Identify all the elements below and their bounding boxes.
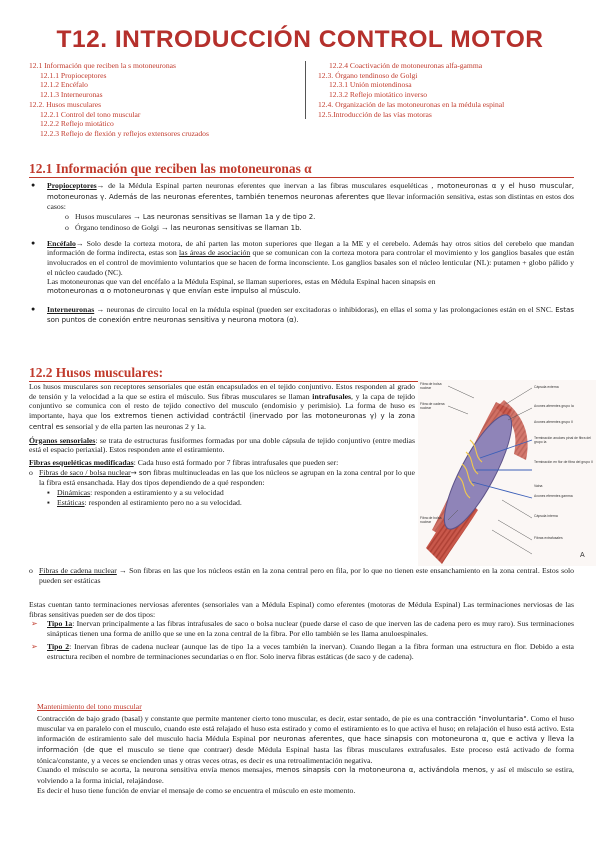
toc-item[interactable]: 12.3. Órgano tendinoso de Golgi — [318, 70, 418, 80]
figure-label: Axones aferentes grupo II — [534, 420, 573, 424]
bullet-encefalo: ● Encéfalo→ Solo desde la corteza motora, de ahí parten las moton superiores que llegan a la ME y el cerebelo. Además hay otros sitios del cerebelo que mandan información de forma indirecta, estas son las áreas de asociación que se comunican con la corteza motora para controlar el movimiento y los ganglios basales que están involucrados en el control de movimiento voluntarios que se hacen de forma inconsciente. Los ganglios basales son el núcleo lenticular (NL): putamen + globo pálido y el núcleo caudado (NC). Las motoneuronas que van del encéfalo a la Médula Espinal, se llaman superiores, estas en Médula Espinal hacen sinapsis en motoneuronas α o motoneuronas γ que envían este impulso al músculo. — [29, 239, 574, 297]
section-heading-12-2: 12.2 Husos musculares: — [29, 365, 574, 382]
toc-item[interactable]: 12.2.4 Coactivación de motoneuronas alfa-gamma — [329, 61, 483, 70]
section-12-2-terminations: Estas cuentan tanto terminaciones nerviosas aferentes (sensoriales van a Médula Espinal) como eferentes (motoras de Médula Espinal) Las terminaciones nerviosas de las fibras sensitivas pueden ser de dos tipos: ➢ Tipo 1a: Inervan principalmente a las fibras intrafusales de saco o bolsa nuclear (puede darse el caso de que inerven las de cadena pero es muy raro). Sus terminaciones sinápticas tienen una forma de anillo que se une en la zona central de la fibra. Por ello también se les llama anuloespinales. ➢ Tipo 2: Inervan fibras de cadena nuclear (aunque las de tipo 1a a veces también la inervan). Cuando llegan a la fibra forman una estructura en flor. Debido a esta estructura reciben el nombre de terminaciones secundarias o en flor. Solo inerva fibras estáticas (de saco y de cadena). — [29, 600, 574, 661]
sub-item: o Husos musculares → Las neuronas sensitivas se llaman 1a y de tipo 2. — [65, 212, 574, 223]
toc-item[interactable]: 12.3.1 Unión miotendinosa — [329, 80, 412, 90]
figure-label: Vaina — [534, 484, 543, 488]
figure-label: Cápsula externa — [534, 385, 559, 389]
figure-label: Axones eferentes gamma — [534, 494, 573, 498]
section-12-1-body — [29, 181, 574, 326]
toc-item[interactable]: 12.2.3 Reflejo de flexión y reflejos extensores cruzados — [40, 128, 209, 138]
toc-item[interactable]: 12.4. Organización de las motoneuronas en la médula espinal — [318, 99, 505, 109]
figure-label: Cápsula interna — [534, 514, 558, 518]
bullet-interneuronas: ● Interneuronas → neuronas de circuito local en la médula espinal (pueden ser excitadoras o inhibidoras), en ellas el soma y las prolongaciones están en el SNC. Estas son puntos de conexión entre neuronas sensitiva y neurona motora (α). — [29, 305, 574, 326]
toc-item[interactable]: 12.2. Husos musculares — [29, 99, 102, 109]
sub-item: ▪ Estáticas: responden al estiramiento pero no a su velocidad. — [47, 498, 415, 508]
toc-item[interactable]: 12.2.1 Control del tono muscular — [40, 109, 141, 119]
toc-item[interactable]: 12.1.3 Interneuronas — [40, 90, 103, 100]
tipo-2-item: ➢ Tipo 2: Inervan fibras de cadena nuclear (aunque las de tipo 1a a veces también la inervan). Cuando llegan a la fibra forman una estructura en flor. Debido a esta estructura reciben el nombre de terminaciones secundarias o en flor. Solo inerva fibras estáticas (de saco y de cadena). — [29, 642, 574, 661]
sub-item: o Órgano tendinoso de Golgi → las neuronas sensitivas se llaman 1b. — [65, 223, 574, 234]
bullet-propioceptores: ● Propioceptores→ de la Médula Espinal parten neuronas eferentes que inervan a las fibras musculares esqueléticas , motoneuronas α y el huso muscular, motoneuronas γ. Además de las neuronas eferentes, también tenemos neuronas aferentes que llevar información sensitiva, estas son distintas en estos dos casos: o Husos musculares → Las neuronas sensitivas se llaman 1a y de tipo 2. o Órgano tendinoso de Golgi → las neuronas sensitivas se llaman 1b. — [29, 181, 574, 234]
figure-label: Fibras extrafusales — [534, 536, 563, 540]
toc-item[interactable]: 12.1.1 Propioceptores — [40, 70, 107, 80]
figure-label: Fibra de bolsa nuclear — [420, 516, 442, 524]
figure-letter: A — [580, 552, 585, 559]
muscle-spindle-figure — [418, 380, 596, 566]
figure-label: Fibra de bolsa nuclear — [420, 382, 442, 390]
section-12-2-intro: Los husos musculares son receptores sensoriales que están encapsulados en el tejido conjuntivo. Estos responden al grado de tensión y la velocidad a la que se estira el músculo. Sus fibras musculares se llaman intrafusales, y la capa de tejido conjuntivo se comunica con el resto de tejido conectivo del musculo (endomisio y perimisio). La forma de huso es importante, haya que los extremos tienen actividad contráctil (inervado por las motoneuronas γ) y la zona central es sensorial y de ella parten las neuronas 2 y 1a. Órganos sensoriales: se trata de estructuras fusiformes formadas por una doble cápsula de tejido conjuntivo (entre medias está el espacio periaxial). Estos responden ante el estiramiento. Fibras esqueléticas modificadas: Cada huso está formado por 7 fibras intrafusales que pueden ser: o Fibras de saco / bolsa nuclear→ son fibras multinucleadas en las que los núcleos se agrupan en la zona central por lo que la fibra está ensanchada. Hay dos tipos dependiendo de a qué responden: ▪ Dinámicas: responden a estiramiento y a su velocidad ▪ Estáticas: responden al estiramiento pero no a su velocidad. — [29, 382, 415, 507]
toc-right — [305, 61, 600, 119]
toc-item[interactable]: 12.5.Introducción de las vías motoras — [318, 109, 432, 119]
figure-label: Fibra de cadena nuclear — [420, 402, 445, 410]
sub-item: ▪ Dinámicas: responden a estiramiento y a su velocidad — [47, 488, 415, 498]
figure-label: Terminación anuloes pinal de fibra del grupo Ia — [534, 436, 591, 444]
toc-item[interactable]: 12.3.2 Reflejo miotático inverso — [329, 90, 428, 100]
section-mantenimiento: Mantenimiento del tono muscular Contracción de bajo grado (basal) y constante que permite mantener cierto tono muscular, es decir, estar sentado, de pie es una contracción "involuntaria". Como el huso muscular va en paralelo con el musculo, cuando este está relajado el huso esta estirado y como el estiramiento es lo que activa el huso; en relajación el huso está activo. Esta información de estiramiento sale del musculo hacia Médula Espinal por neuronas aferentes, que hace sinapsis con motoneurona α, que e activa y lleva la información (de que el musculo se tiene que contraer) desde Médula Espinal hasta las fibras musculares extrafusales. Este proceso está activado de forma tónica/constante, y a veces se encienden unas y otras veces otras, es decir es una retroalimentación negativa. Cuando el músculo se acorta, la neurona sensitiva envía menos mensajes, menos sinapsis con la motoneurona α, activándola menos, y así el músculo se estira, volviendo a la forma inicial, relajándose. Es decir el huso tiene función de enviar el mensaje de como se encuentra el músculo en este momento. — [37, 702, 575, 795]
figure-label: Terminación en flor de fibra del grupo II — [534, 460, 593, 464]
toc-item[interactable]: 12.1 Información que reciben la s motoneuronas — [29, 61, 176, 70]
toc-left — [29, 61, 294, 139]
figure-label: Axones aferentes grupo Ia — [534, 404, 574, 408]
toc-item[interactable]: 12.2.2 Reflejo miotático — [40, 119, 114, 129]
tipo-1a-item: ➢ Tipo 1a: Inervan principalmente a las fibras intrafusales de saco o bolsa nuclear (puede darse el caso de que inerven las de cadena pero es muy raro). Sus terminaciones sinápticas tienen una forma de anillo que se une en la zona central de la fibra. Por ello también se les llama anuloespinales. — [29, 619, 574, 638]
subsection-heading: Mantenimiento del tono muscular — [37, 702, 142, 711]
section-heading-12-1: 12.1 Información que reciben las motoneuronas α — [29, 161, 574, 178]
fiber-type-cadena: o Fibras de cadena nuclear → Son fibras en las que los núcleos están en la zona central pero en fila, por lo que no tienen este ensanchamiento en la zona central. Estos solo pueden ser estáticas — [29, 566, 574, 585]
toc-item[interactable]: 12.1.2 Encéfalo — [40, 80, 88, 90]
page-title: T12. INTRODUCCIÓN CONTROL MOTOR — [56, 26, 544, 53]
fiber-type-saco: o Fibras de saco / bolsa nuclear→ son fibras multinucleadas en las que los núcleos se agrupan en la zona central por lo que la fibra está ensanchada. Hay dos tipos dependiendo de a qué responden: ▪ Dinámicas: responden a estiramiento y a su velocidad ▪ Estáticas: responden al estiramiento pero no a su velocidad. — [29, 468, 415, 508]
